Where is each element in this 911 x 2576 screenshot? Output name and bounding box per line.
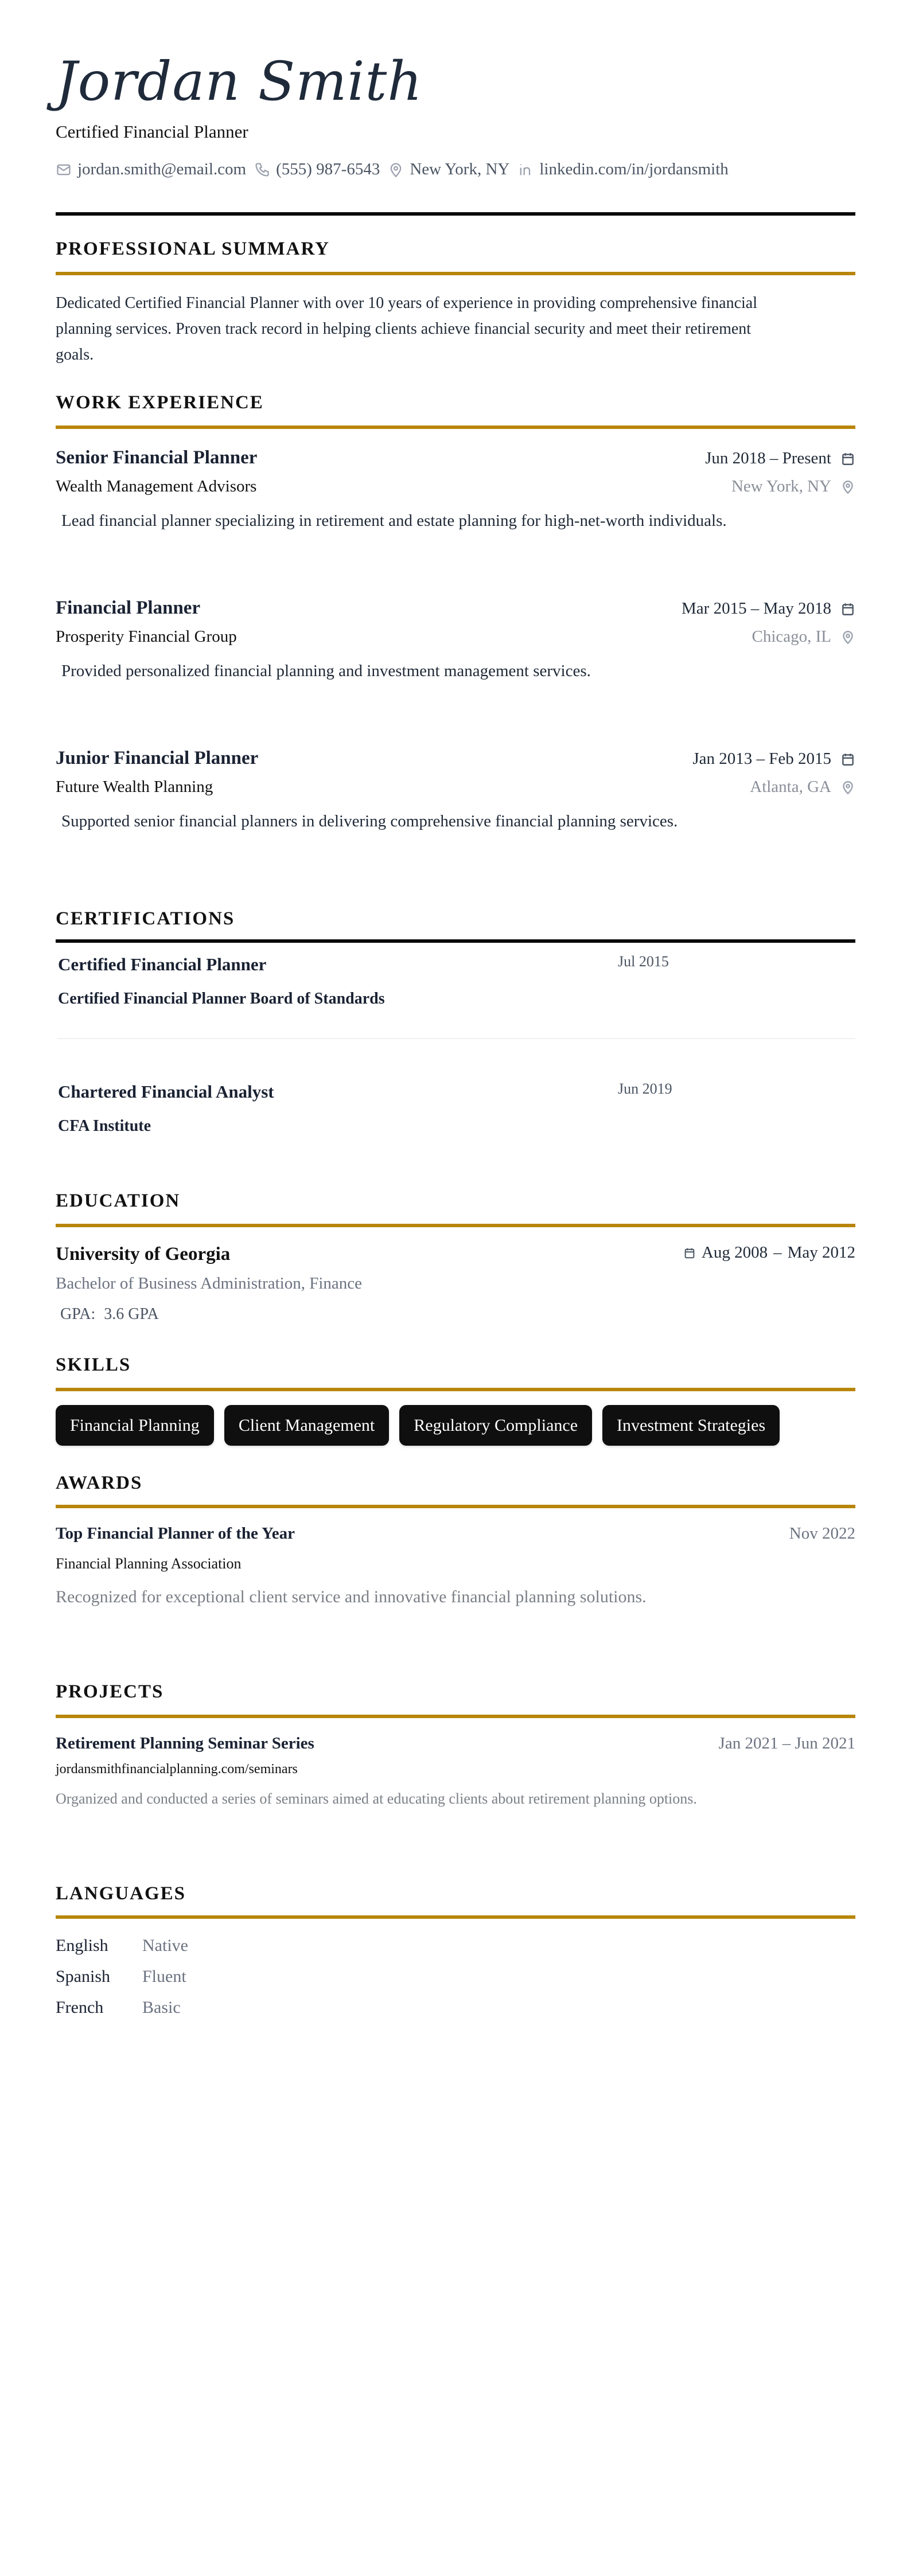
language-level: Basic bbox=[142, 1998, 181, 2017]
education-school: University of Georgia bbox=[56, 1243, 231, 1264]
phone-icon bbox=[254, 162, 270, 178]
award-header-row bbox=[56, 1524, 855, 1543]
education-degree: Bachelor of Business Administration, Finance bbox=[56, 1274, 363, 1293]
section-heading-projects: PROJECTS bbox=[56, 1681, 164, 1702]
header-divider bbox=[56, 212, 855, 216]
linkedin-text: linkedin.com/in/jordansmith bbox=[539, 160, 729, 178]
cert-date: Jul 2015 bbox=[618, 953, 669, 970]
section-heading-experience: WORK EXPERIENCE bbox=[56, 392, 264, 413]
languages-divider bbox=[56, 1915, 855, 1919]
language-level: Fluent bbox=[142, 1967, 186, 1986]
experience-divider bbox=[56, 426, 855, 429]
language-row bbox=[56, 1936, 188, 1956]
job-dates-text: Jun 2018 – Present bbox=[705, 449, 831, 467]
skill-tag: Client Management bbox=[224, 1405, 389, 1446]
contact-email[interactable] bbox=[56, 160, 246, 179]
summary-line: Dedicated Certified Financial Planner with over 10 years of experience in providing comprehensive financial bbox=[56, 294, 758, 312]
cert-separator bbox=[57, 1038, 855, 1039]
education-date-sep: – bbox=[773, 1243, 782, 1262]
education-start: Aug 2008 bbox=[701, 1243, 768, 1262]
job-title: Financial Planner bbox=[56, 598, 201, 618]
phone-text: (555) 987-6543 bbox=[276, 160, 380, 178]
job-company: Future Wealth Planning bbox=[56, 778, 213, 796]
section-heading-summary: PROFESSIONAL SUMMARY bbox=[56, 239, 330, 259]
language-level: Native bbox=[142, 1936, 188, 1955]
calendar-icon bbox=[683, 1246, 696, 1260]
job-description: Supported senior financial planners in delivering comprehensive financial planning services. bbox=[61, 812, 678, 830]
summary-text bbox=[56, 290, 855, 368]
job-location bbox=[750, 778, 855, 797]
job-header-row bbox=[56, 447, 855, 469]
skill-tag: Investment Strategies bbox=[602, 1405, 780, 1446]
skills-divider bbox=[56, 1388, 855, 1391]
job-title: Junior Financial Planner bbox=[56, 748, 259, 768]
education-header-row bbox=[56, 1243, 855, 1265]
job-company-row bbox=[56, 477, 855, 496]
job-location-text: Atlanta, GA bbox=[750, 778, 831, 796]
language-name: Spanish bbox=[56, 1967, 111, 1986]
contact-bar bbox=[56, 160, 729, 179]
job-company: Wealth Management Advisors bbox=[56, 477, 257, 495]
mail-icon bbox=[56, 162, 72, 178]
project-description: Organized and conducted a series of seminars aimed at educating clients about retirement planning options. bbox=[56, 1790, 697, 1807]
calendar-icon bbox=[840, 451, 855, 467]
map-pin-icon bbox=[840, 479, 855, 495]
job-header-row bbox=[56, 598, 855, 619]
skill-tag: Financial Planning bbox=[56, 1405, 214, 1446]
section-heading-education: EDUCATION bbox=[56, 1191, 181, 1211]
email-text: jordan.smith@email.com bbox=[77, 160, 247, 178]
map-pin-icon bbox=[840, 779, 855, 795]
job-dates-text: Mar 2015 – May 2018 bbox=[682, 599, 831, 618]
skills-list bbox=[56, 1405, 780, 1446]
cert-name: Certified Financial Planner bbox=[58, 954, 267, 974]
projects-divider bbox=[56, 1715, 855, 1718]
summary-line: goals. bbox=[56, 346, 94, 364]
project-dates: Jan 2021 – Jun 2021 bbox=[718, 1734, 855, 1753]
cert-name: Chartered Financial Analyst bbox=[58, 1082, 274, 1102]
calendar-icon bbox=[840, 751, 855, 767]
contact-linkedin[interactable] bbox=[517, 160, 728, 179]
contact-phone[interactable] bbox=[254, 160, 380, 179]
project-header-row bbox=[56, 1734, 855, 1753]
job-location-text: Chicago, IL bbox=[752, 627, 831, 646]
gpa-label: GPA: bbox=[60, 1305, 96, 1323]
cert-issuer: Certified Financial Planner Board of Standards bbox=[58, 990, 385, 1008]
education-gpa bbox=[60, 1305, 159, 1324]
summary-divider bbox=[56, 272, 855, 275]
linkedin-icon bbox=[517, 162, 534, 178]
job-dates bbox=[705, 449, 855, 468]
job-description: Lead financial planner specializing in retirement and estate planning for high-net-worth individuals. bbox=[61, 512, 727, 530]
candidate-title: Certified Financial Planner bbox=[56, 122, 248, 142]
certifications-divider bbox=[56, 939, 855, 943]
cert-issuer: CFA Institute bbox=[58, 1117, 151, 1135]
job-company-row bbox=[56, 627, 855, 646]
section-heading-languages: LANGUAGES bbox=[56, 1883, 186, 1904]
section-heading-awards: AWARDS bbox=[56, 1473, 143, 1493]
job-dates bbox=[692, 750, 855, 768]
job-location-text: New York, NY bbox=[731, 477, 831, 495]
education-end: May 2012 bbox=[787, 1243, 855, 1262]
award-date: Nov 2022 bbox=[789, 1524, 855, 1543]
project-url[interactable]: jordansmithfinancialplanning.com/seminars bbox=[56, 1762, 298, 1777]
section-heading-certifications: CERTIFICATIONS bbox=[56, 908, 235, 929]
job-location bbox=[731, 477, 855, 496]
job-company-row bbox=[56, 778, 855, 797]
skill-tag: Regulatory Compliance bbox=[399, 1405, 592, 1446]
language-row bbox=[56, 1998, 181, 2017]
language-name: English bbox=[56, 1936, 108, 1955]
language-name: French bbox=[56, 1998, 104, 2017]
education-dates bbox=[683, 1243, 855, 1262]
award-issuer: Financial Planning Association bbox=[56, 1555, 242, 1572]
education-divider bbox=[56, 1224, 855, 1227]
job-description: Provided personalized financial planning and investment management services. bbox=[61, 662, 591, 680]
map-pin-icon bbox=[388, 162, 404, 178]
job-header-row bbox=[56, 748, 855, 769]
job-dates-text: Jan 2013 – Feb 2015 bbox=[692, 750, 831, 768]
job-dates bbox=[682, 599, 855, 618]
project-title: Retirement Planning Seminar Series bbox=[56, 1734, 314, 1753]
job-title: Senior Financial Planner bbox=[56, 447, 258, 468]
cert-date: Jun 2019 bbox=[618, 1080, 672, 1097]
section-heading-skills: SKILLS bbox=[56, 1355, 131, 1375]
language-row bbox=[56, 1967, 186, 1986]
awards-divider bbox=[56, 1505, 855, 1508]
gpa-value: 3.6 GPA bbox=[104, 1305, 159, 1323]
calendar-icon bbox=[840, 601, 855, 617]
map-pin-icon bbox=[840, 629, 855, 645]
candidate-name: Jordan Smith bbox=[56, 50, 423, 113]
summary-line: planning services. Proven track record in helping clients achieve financial security and meet their retirement bbox=[56, 320, 752, 338]
award-description: Recognized for exceptional client service and innovative financial planning solutions. bbox=[56, 1587, 647, 1606]
location-text: New York, NY bbox=[410, 160, 510, 178]
award-title: Top Financial Planner of the Year bbox=[56, 1524, 295, 1543]
contact-location bbox=[388, 160, 509, 179]
job-location bbox=[752, 627, 855, 646]
job-company: Prosperity Financial Group bbox=[56, 627, 237, 646]
